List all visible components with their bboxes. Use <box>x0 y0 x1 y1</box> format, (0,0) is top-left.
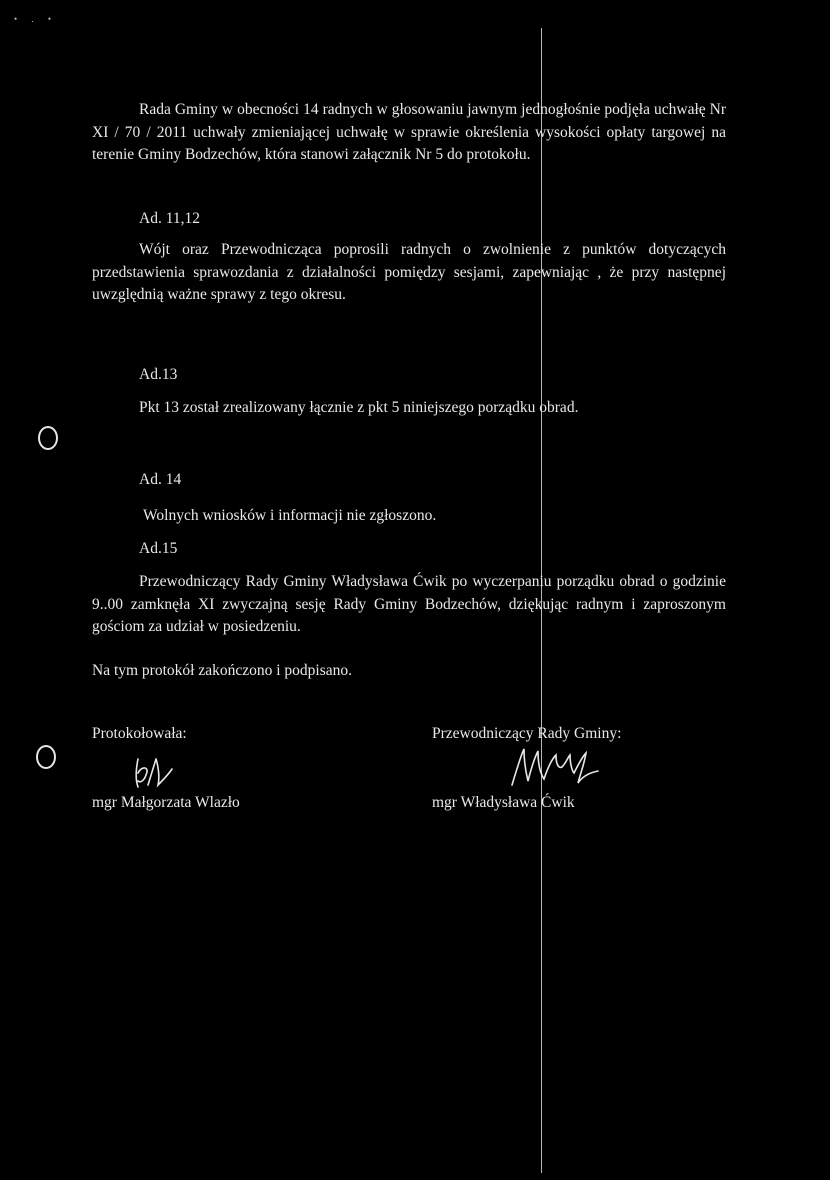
corner-mark: • . • <box>14 14 58 24</box>
heading-ad-13: Ad.13 <box>139 366 178 383</box>
chairperson-name: mgr Władysława Ćwik <box>432 794 575 811</box>
heading-ad-15: Ad.15 <box>139 540 178 557</box>
recorder-name: mgr Małgorzata Wlazło <box>92 794 240 811</box>
paragraph-point-13: Pkt 13 został zrealizowany łącznie z pkt 5 niniejszego porządku obrad. <box>139 399 579 416</box>
punch-hole-icon <box>36 745 56 769</box>
paragraph-resolution: Rada Gminy w obecności 14 radnych w głosowaniu jawnym jednogłośnie podjęła uchwałę Nr XI / 70 / 2011 uchwały zmieniającej uchwałę w sprawie określenia wysokości opłaty targowej na terenie Gminy Bodzechów, która stanowi załącznik Nr 5 do protokołu. <box>92 101 726 163</box>
chairperson-signature <box>508 745 604 793</box>
heading-ad-14: Ad. 14 <box>139 471 182 488</box>
paragraph-signed: Na tym protokół zakończono i podpisano. <box>92 662 353 679</box>
paragraph-motions: Wolnych wniosków i informacji nie zgłoszono. <box>143 507 437 524</box>
recorder-signature <box>132 755 176 791</box>
chairperson-label: Przewodniczący Rady Gminy: <box>432 725 622 742</box>
recorder-label: Protokołowała: <box>92 725 187 742</box>
paragraph-closing: Przewodniczący Rady Gminy Władysława Ćwik po wyczerpaniu porządku obrad o godzinie 9..00 zamknęła XI zwyczajną sesję Rady Gminy Bodzechów, dziękując radnym i zaproszonym gościom za udział w posiedzeniu. <box>92 573 726 635</box>
punch-hole-icon <box>38 426 58 450</box>
paragraph-reports: Wójt oraz Przewodnicząca poprosili radnych o zwolnienie z punktów dotyczących przedstawienia sprawozdania z działalności pomiędzy sesjami, zapewniając , że przy następnej uwzględnią ważne sprawy z tego okresu. <box>92 241 726 303</box>
heading-ad-11-12: Ad. 11,12 <box>139 210 200 227</box>
